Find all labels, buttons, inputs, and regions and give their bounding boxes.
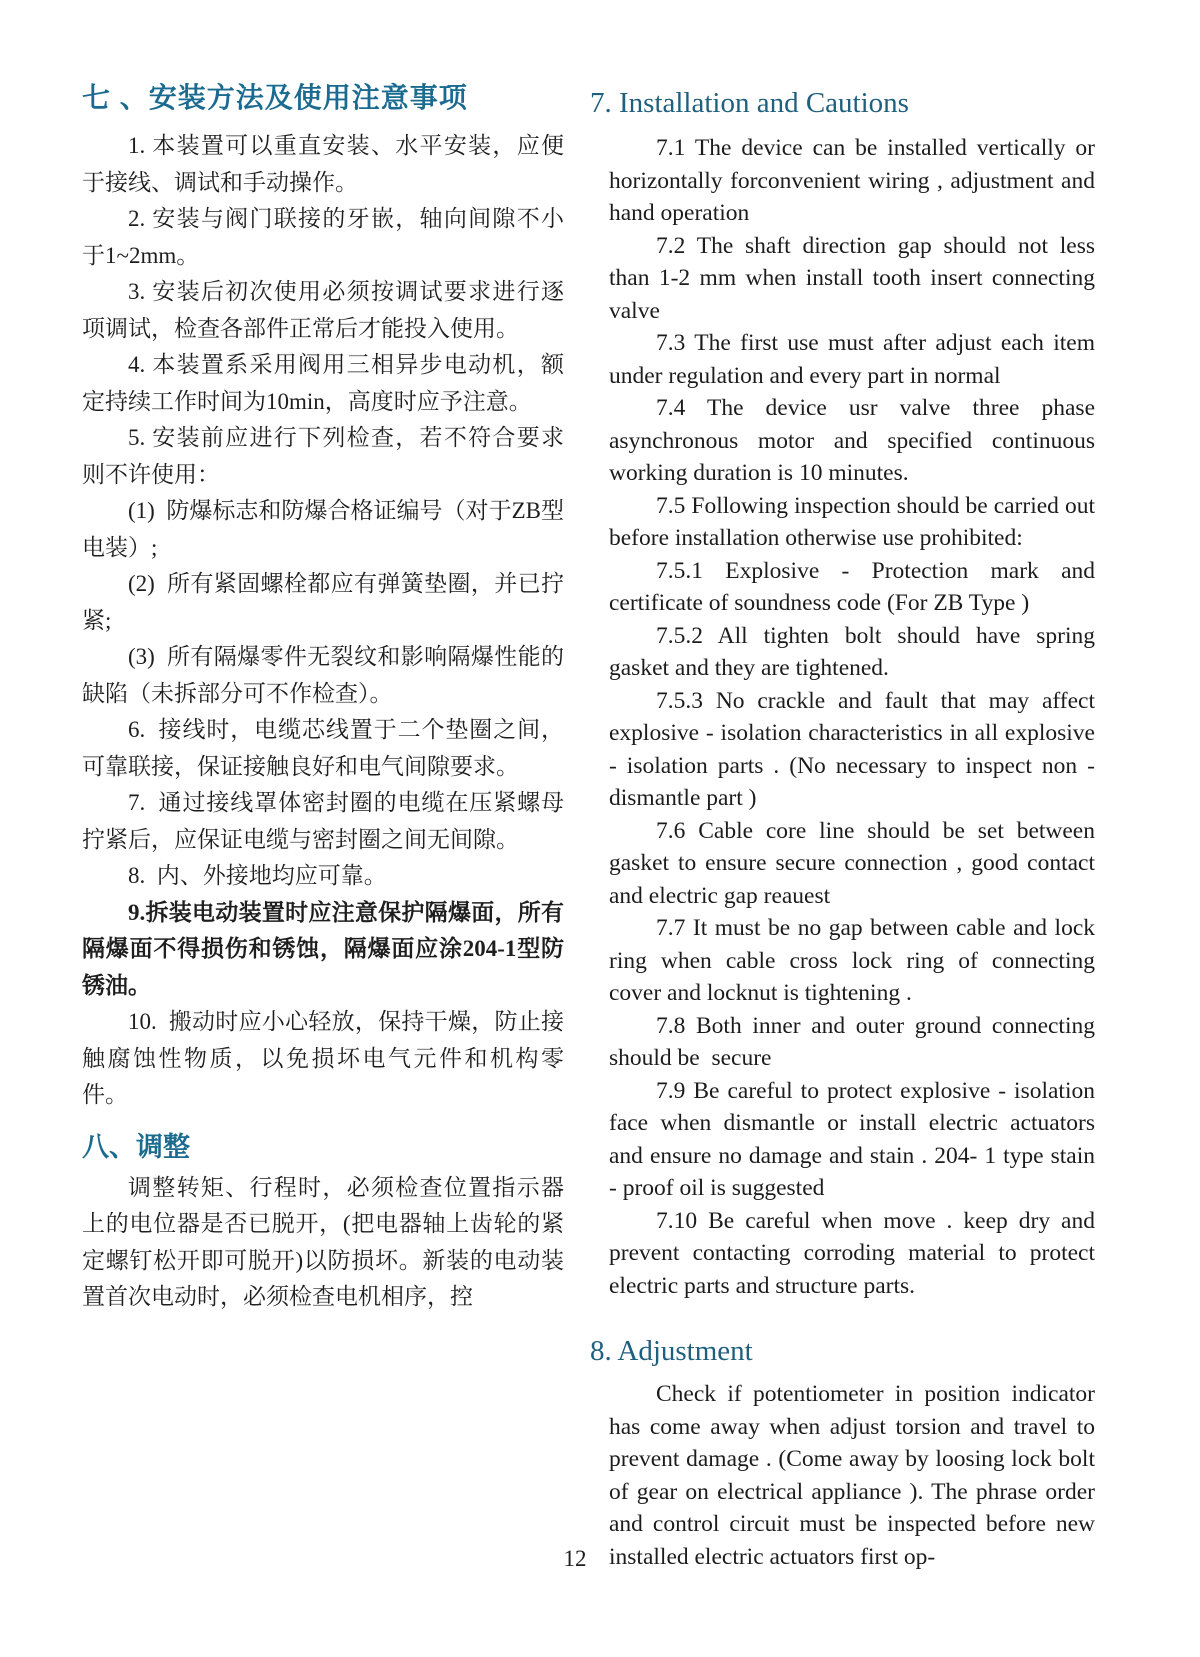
en-item-7-5-3: 7.5.3 No crackle and fault that may affect explosive - isolation characteristics in all explosive - isolation parts . (No necessary to inspect non - dismantle part ): [609, 687, 1095, 811]
en-item-7-5-1: 7.5.1 Explosive - Protection mark and certificate of soundness code (For ZB Type ): [609, 557, 1095, 616]
cn-item-8: 8. 内、外接地均应可靠。: [128, 863, 387, 888]
cn-item-4: 4. 本装置系采用阀用三相异步电动机，额定持续工作时间为10min，高度时应予注意。: [82, 352, 564, 414]
en-item-7-1: 7.1 The device can be installed vertically or horizontally forconvenient wiring , adjustment and hand operation: [609, 135, 1095, 226]
cn-item-9: 9.拆装电动装置时应注意保护隔爆面，所有隔爆面不得损伤和锈蚀，隔爆面应涂204-1型防锈油。: [82, 899, 564, 998]
cn-section-8-paragraph: 调整转矩、行程时，必须检查位置指示器上的电位器是否已脱开，(把电器轴上齿轮的紧定螺钉松开即可脱开)以防损坏。新装的电动装置首次电动时，必须检查电机相序，控: [82, 1174, 564, 1309]
section-7-body-en: [590, 132, 1095, 1302]
cn-item-5-1: (1) 防爆标志和防爆合格证编号（对于ZB型电装）;: [82, 498, 564, 560]
section-8-title-cn: 八、调整: [82, 1131, 190, 1162]
section-7-title-cn: 七 、安装方法及使用注意事项: [82, 82, 468, 113]
cn-item-7: 7. 通过接线罩体密封圈的电缆在压紧螺母拧紧后，应保证电缆与密封圈之间无间隙。: [82, 790, 564, 852]
en-section-8-paragraph: Check if potentiometer in position indicator has come away when adjust torsion and travel to prevent damage . (Come away by loosing lock bolt of gear on electrical appliance ). The phrase order and control circuit must be inspected before new installed electric actuators first op-: [609, 1381, 1095, 1570]
cn-item-5-3: (3) 所有隔爆零件无裂纹和影响隔爆性能的缺陷（未拆部分可不作检查）。: [82, 644, 564, 706]
cn-item-10: 10. 搬动时应小心轻放，保持干燥，防止接触腐蚀性物质，以免损坏电气元件和机构零件。: [82, 1009, 564, 1107]
en-item-7-3: 7.3 The first use must after adjust each item under regulation and every part in normal: [609, 330, 1095, 389]
section-7-title-en: 7. Installation and Cautions: [590, 87, 909, 119]
section-8-body-en: [590, 1378, 1095, 1573]
cn-item-6: 6. 接线时，电缆芯线置于二个垫圈之间，可靠联接，保证接触良好和电气间隙要求。: [82, 717, 564, 779]
en-item-7-2: 7.2 The shaft direction gap should not less than 1-2 mm when install tooth insert connecting valve: [609, 232, 1095, 324]
en-item-7-9: 7.9 Be careful to protect explosive - isolation face when dismantle or install electric actuators and ensure no damage and stain . 204- 1 type stain - proof oil is suggested: [609, 1077, 1095, 1201]
en-item-7-4: 7.4 The device usr valve three phase asynchronous motor and specified continuous working duration is 10 minutes.: [609, 395, 1095, 486]
en-item-7-8: 7.8 Both inner and outer ground connecting should be secure: [609, 1012, 1095, 1071]
cn-item-3: 3. 安装后初次使用必须按调试要求进行逐项调试，检查各部件正常后才能投入使用。: [82, 279, 564, 341]
en-item-7-5: 7.5 Following inspection should be carried out before installation otherwise use prohibited:: [609, 492, 1095, 551]
section-8-body-cn: [82, 1170, 564, 1316]
en-item-7-5-2: 7.5.2 All tighten bolt should have spring gasket and they are tightened.: [609, 622, 1095, 681]
en-item-7-7: 7.7 It must be no gap between cable and lock ring when cable cross lock ring of connecting cover and locknut is tightening .: [609, 915, 1095, 1006]
cn-item-5-2: (2) 所有紧固螺栓都应有弹簧垫圈，并已拧紧;: [82, 571, 564, 633]
section-7-body-cn: [82, 128, 564, 1114]
cn-item-5: 5. 安装前应进行下列检查，若不符合要求则不许使用：: [82, 425, 564, 487]
cn-item-2: 2. 安装与阀门联接的牙嵌，轴向间隙不小于1~2mm。: [82, 206, 564, 268]
page-number: 12: [563, 1546, 587, 1571]
cn-item-1: 1. 本装置可以重直安装、水平安装，应便于接线、调试和手动操作。: [82, 133, 564, 195]
chinese-column: [82, 80, 564, 1316]
section-8-title-en: 8. Adjustment: [590, 1335, 753, 1367]
en-item-7-6: 7.6 Cable core line should be set between gasket to ensure secure connection , good contact and electric gap reauest: [609, 817, 1095, 909]
english-column: [590, 84, 1095, 1573]
en-item-7-10: 7.10 Be careful when move . keep dry and prevent contacting corroding material to protect electric parts and structure parts.: [609, 1207, 1095, 1299]
